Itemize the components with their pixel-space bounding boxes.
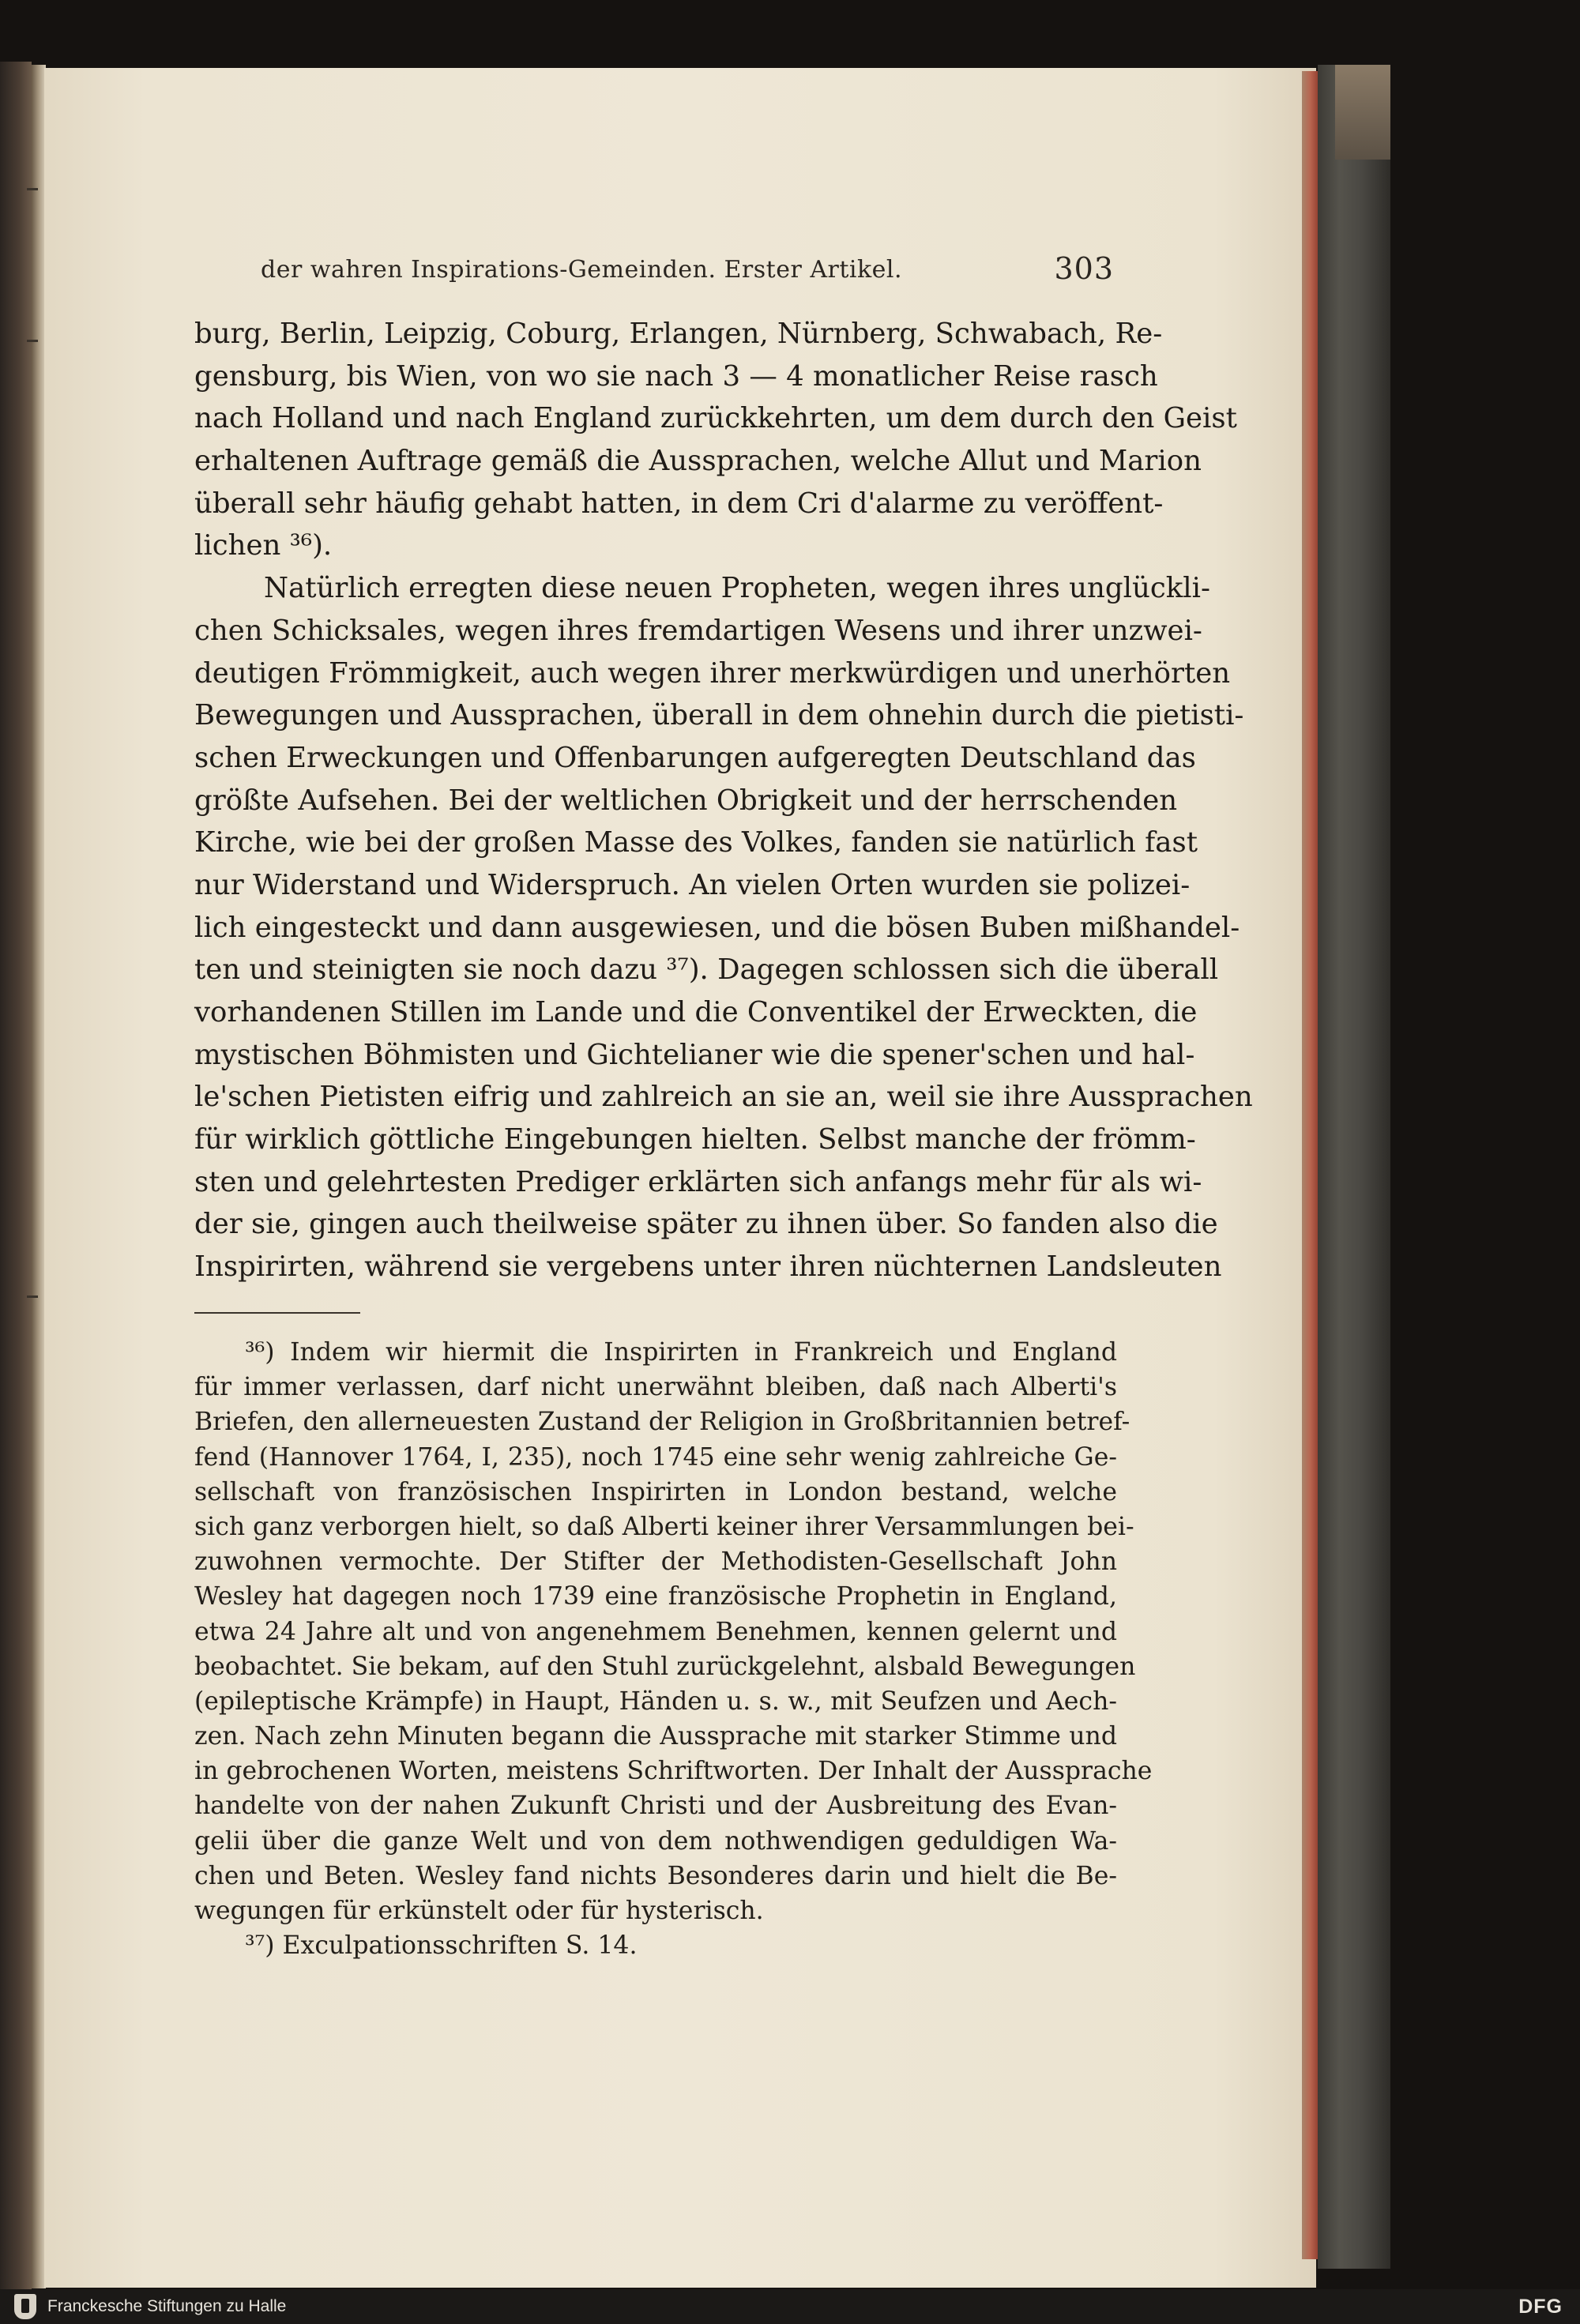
footnote-line: für immer verlassen, darf nicht unerwähnt bleiben, daß nach Alberti's [194,1373,1117,1402]
text-line: lich eingesteckt und dann ausgewiesen, und die bösen Buben mißhandel- [194,911,1240,944]
footnotes [194,1335,1153,1963]
text-line: mystischen Böhmisten und Gichtelianer wie die spener'schen und hal- [194,1038,1195,1071]
footnote-line: (epileptische Krämpfe) in Haupt, Händen u. s. w., mit Seufzen und Aech- [194,1687,1117,1716]
footnote-separator [194,1312,360,1314]
text-line: Natürlich erregten diese neuen Propheten, wegen ihres unglückli- [264,572,1210,605]
running-header [261,251,1114,291]
text-line: größte Aufsehen. Bei der weltlichen Obrigkeit und der herrschenden [194,784,1178,817]
footnote-line: sich ganz verborgen hielt, so daß Alberti keiner ihrer Versammlungen bei- [194,1512,1134,1541]
text-line: vorhandenen Stillen im Lande und die Conventikel der Erweckten, die [194,996,1198,1029]
footer-bar [0,2289,1580,2324]
footnote-line: zuwohnen vermochte. Der Stifter der Methodisten-Gesellschaft John [194,1547,1117,1577]
text-line: für wirklich göttliche Eingebungen hielten. Selbst manche der frömm- [194,1123,1196,1156]
footnote-line: zen. Nach zehn Minuten begann die Aussprache mit starker Stimme und [194,1722,1117,1751]
footnote-line: beobachtet. Sie bekam, auf den Stuhl zurückgelehnt, alsbald Bewegungen [194,1652,1136,1681]
text-line: sten und gelehrtesten Prediger erklärten sich anfangs mehr für als wi- [194,1165,1202,1198]
footnote-line: Briefen, den allerneuesten Zustand der Religion in Großbritannien betref- [194,1408,1130,1437]
text-line: der sie, gingen auch theilweise später zu ihnen über. So fanden also die [194,1208,1218,1241]
text-line: Kirche, wie bei der großen Masse des Volkes, fanden sie natürlich fast [194,826,1198,859]
text-line: Inspirirten, während sie vergebens unter ihren nüchternen Landsleuten [194,1250,1222,1284]
margin-tick [27,340,38,342]
text-line: nur Widerstand und Widerspruch. An vielen Orten wurden sie polizei- [194,868,1191,901]
text-line: überall sehr häufig gehabt hatten, in dem Cri d'alarme zu veröffent- [194,487,1164,520]
text-line: le'schen Pietisten eifrig und zahlreich an sie an, weil sie ihre Aussprachen [194,1081,1253,1114]
page-number: 303 [1054,251,1114,286]
text-line: nach Holland und nach England zurückkehrten, um dem durch den Geist [194,402,1237,435]
text-line: lichen ³⁶). [194,529,333,562]
text-line: chen Schicksales, wegen ihres fremdartigen Wesens und ihrer unzwei- [194,614,1202,647]
institution-credit: Franckesche Stiftungen zu Halle [47,2297,287,2315]
footnote-line: fend (Hannover 1764, I, 235), noch 1745 eine sehr wenig zahlreiche Ge- [194,1442,1117,1472]
cover-corner [1335,65,1390,160]
footnote-line: chen und Beten. Wesley fand nichts Besonderes darin und hielt die Be- [194,1861,1117,1890]
footnote-line: sellschaft von französischen Inspirirten in London bestand, welche [194,1477,1117,1506]
margin-tick [27,188,38,190]
footnote-line: gelii über die ganze Welt und von dem nothwendigen geduldigen Wa- [194,1826,1117,1856]
running-title: der wahren Inspirations-Gemeinden. Erster Artikel. [261,256,903,284]
main-text [194,313,1253,1288]
text-line: gensburg, bis Wien, von wo sie nach 3 — 4 monatlicher Reise rasch [194,359,1158,393]
footnote-36: ³⁶) Indem wir hiermit die Inspirirten in Frankreich und England [245,1338,1117,1367]
page-edge-red [1302,71,1319,2259]
footnote-line: wegungen für erkünstelt oder für hysterisch. [194,1897,764,1925]
dfg-logo: DFG [1518,2296,1563,2318]
footnote-line: handelte von der nahen Zukunft Christi und der Ausbreitung des Evan- [194,1792,1117,1821]
margin-tick [27,1295,38,1298]
footnote-line: etwa 24 Jahre alt und von angenehmem Benehmen, kennen gelernt und [194,1617,1117,1646]
text-line: deutigen Frömmigkeit, auch wegen ihrer merkwürdigen und unerhörten [194,656,1231,690]
crest-icon [14,2294,36,2319]
footnote-line: in gebrochenen Worten, meistens Schriftworten. Der Inhalt der Aussprache [194,1757,1153,1786]
footnote-line: Wesley hat dagegen noch 1739 eine französische Prophetin in England, [194,1582,1117,1611]
text-line: ten und steinigten sie noch dazu ³⁷). Dagegen schlossen sich die überall [194,953,1219,987]
text-line: burg, Berlin, Leipzig, Coburg, Erlangen, Nürnberg, Schwabach, Re- [194,318,1163,350]
right-cover [1318,65,1390,2269]
footnote-37: ³⁷) Exculpationsschriften S. 14. [245,1931,638,1961]
text-line: schen Erweckungen und Offenbarungen aufgeregten Deutschland das [194,741,1196,774]
text-line: erhaltenen Auftrage gemäß die Aussprachen, welche Allut und Marion [194,445,1202,478]
text-line: Bewegungen und Aussprachen, überall in dem ohnehin durch die pietisti- [194,699,1244,732]
left-cover [0,62,32,2289]
